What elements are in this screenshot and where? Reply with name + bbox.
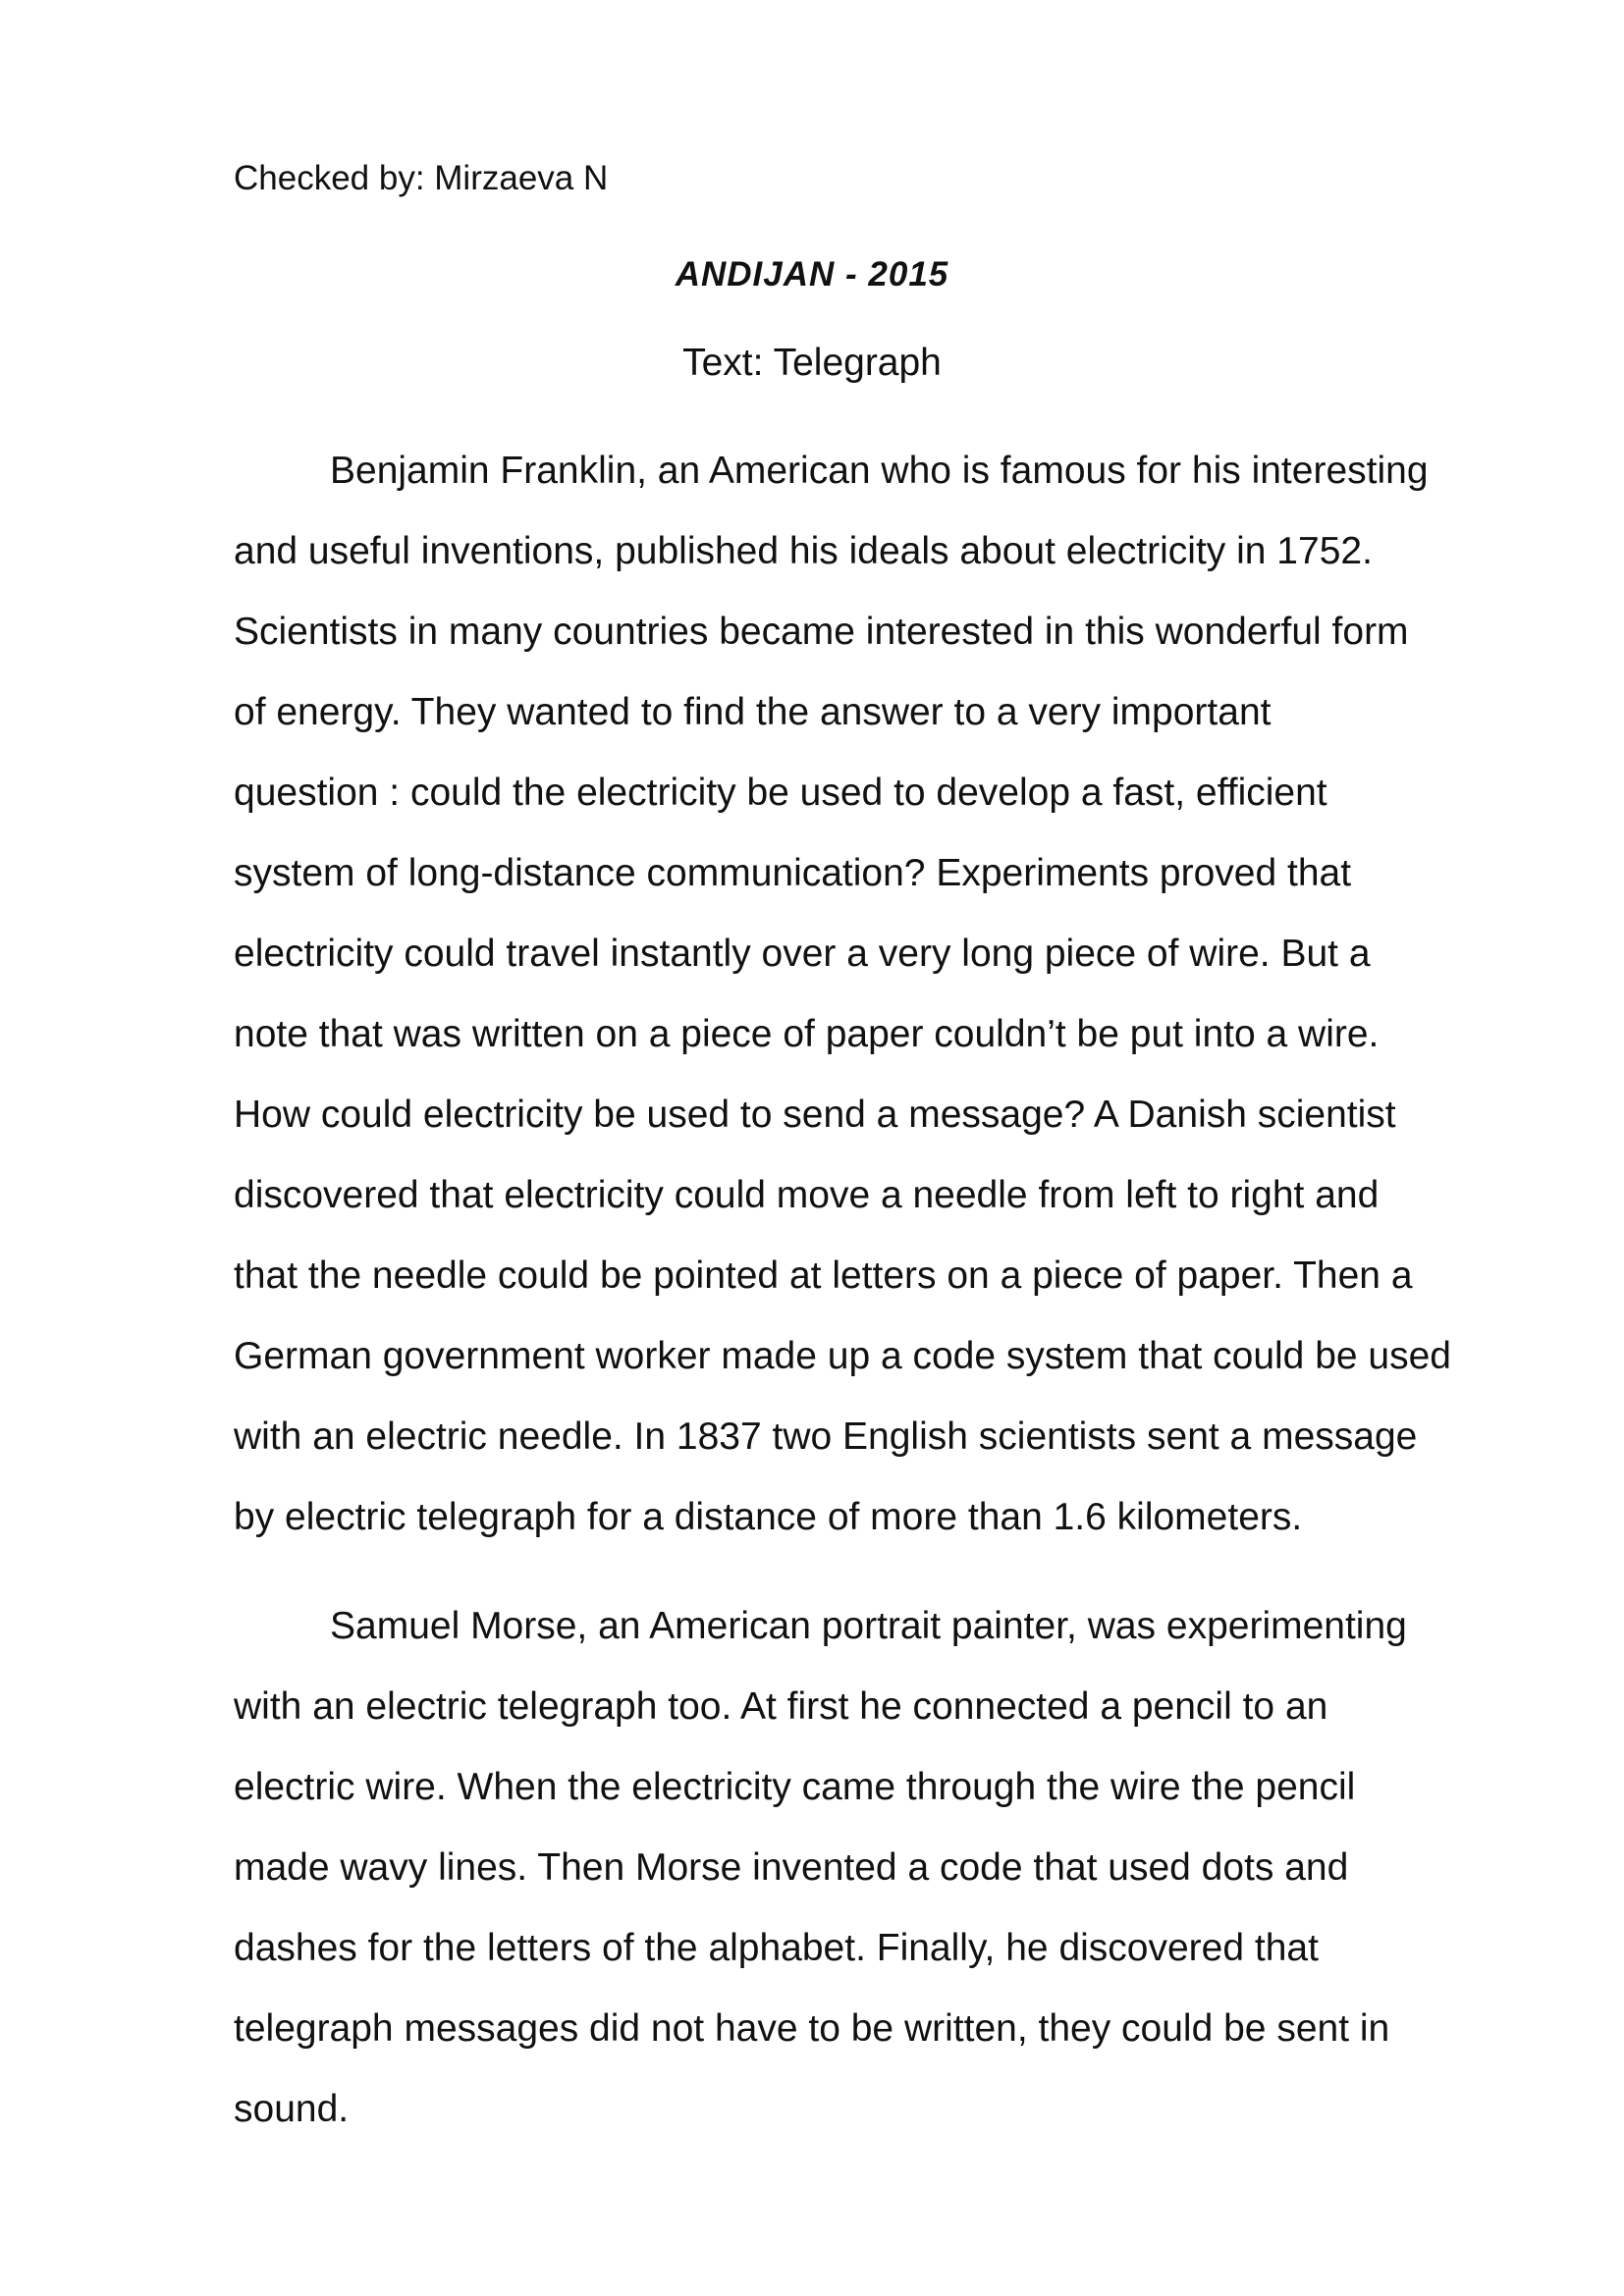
paragraph-line: sound.: [234, 2088, 350, 2130]
paragraph-line: How could electricity be used to send a message? A Danish scientist: [234, 1094, 1396, 1136]
paragraph-line: discovered that electricity could move a needle from left to right and: [234, 1174, 1380, 1216]
text-title: Text: Telegraph: [682, 342, 942, 384]
city-year-heading: ANDIJAN - 2015: [675, 255, 949, 294]
paragraph-line: Benjamin Franklin, an American who is famous for his interesting: [330, 450, 1429, 492]
paragraph-line: question : could the electricity be used to develop a fast, efficient: [234, 772, 1327, 814]
paragraph-line: telegraph messages did not have to be written, they could be sent in: [234, 2007, 1390, 2050]
paragraph-line: electric wire. When the electricity came through the wire the pencil: [234, 1766, 1356, 1808]
paragraph-line: system of long-distance communication? Experiments proved that: [234, 852, 1352, 894]
paragraph-line: that the needle could be pointed at letters on a piece of paper. Then a: [234, 1255, 1413, 1297]
paragraph-line: with an electric telegraph too. At first he connected a pencil to an: [234, 1685, 1328, 1728]
paragraph-line: with an electric needle. In 1837 two English scientists sent a message: [234, 1415, 1418, 1458]
paragraph-line: made wavy lines. Then Morse invented a code that used dots and: [234, 1846, 1349, 1889]
paragraph-line: of energy. They wanted to find the answer to a very important: [234, 691, 1272, 733]
paragraph-line: by electric telegraph for a distance of more than 1.6 kilometers.: [234, 1496, 1303, 1538]
paragraph-line: and useful inventions, published his ideals about electricity in 1752.: [234, 530, 1373, 572]
paragraph-line: Samuel Morse, an American portrait painter, was experimenting: [330, 1605, 1407, 1647]
checked-by-line: Checked by: Mirzaeva N: [234, 159, 609, 197]
paragraph-line: German government worker made up a code system that could be used: [234, 1335, 1451, 1377]
paragraph-line: note that was written on a piece of paper couldn’t be put into a wire.: [234, 1013, 1380, 1055]
paragraph-line: dashes for the letters of the alphabet. Finally, he discovered that: [234, 1927, 1319, 1969]
paragraph-line: electricity could travel instantly over a very long piece of wire. But a: [234, 933, 1371, 975]
paragraph-line: Scientists in many countries became interested in this wonderful form: [234, 611, 1409, 653]
